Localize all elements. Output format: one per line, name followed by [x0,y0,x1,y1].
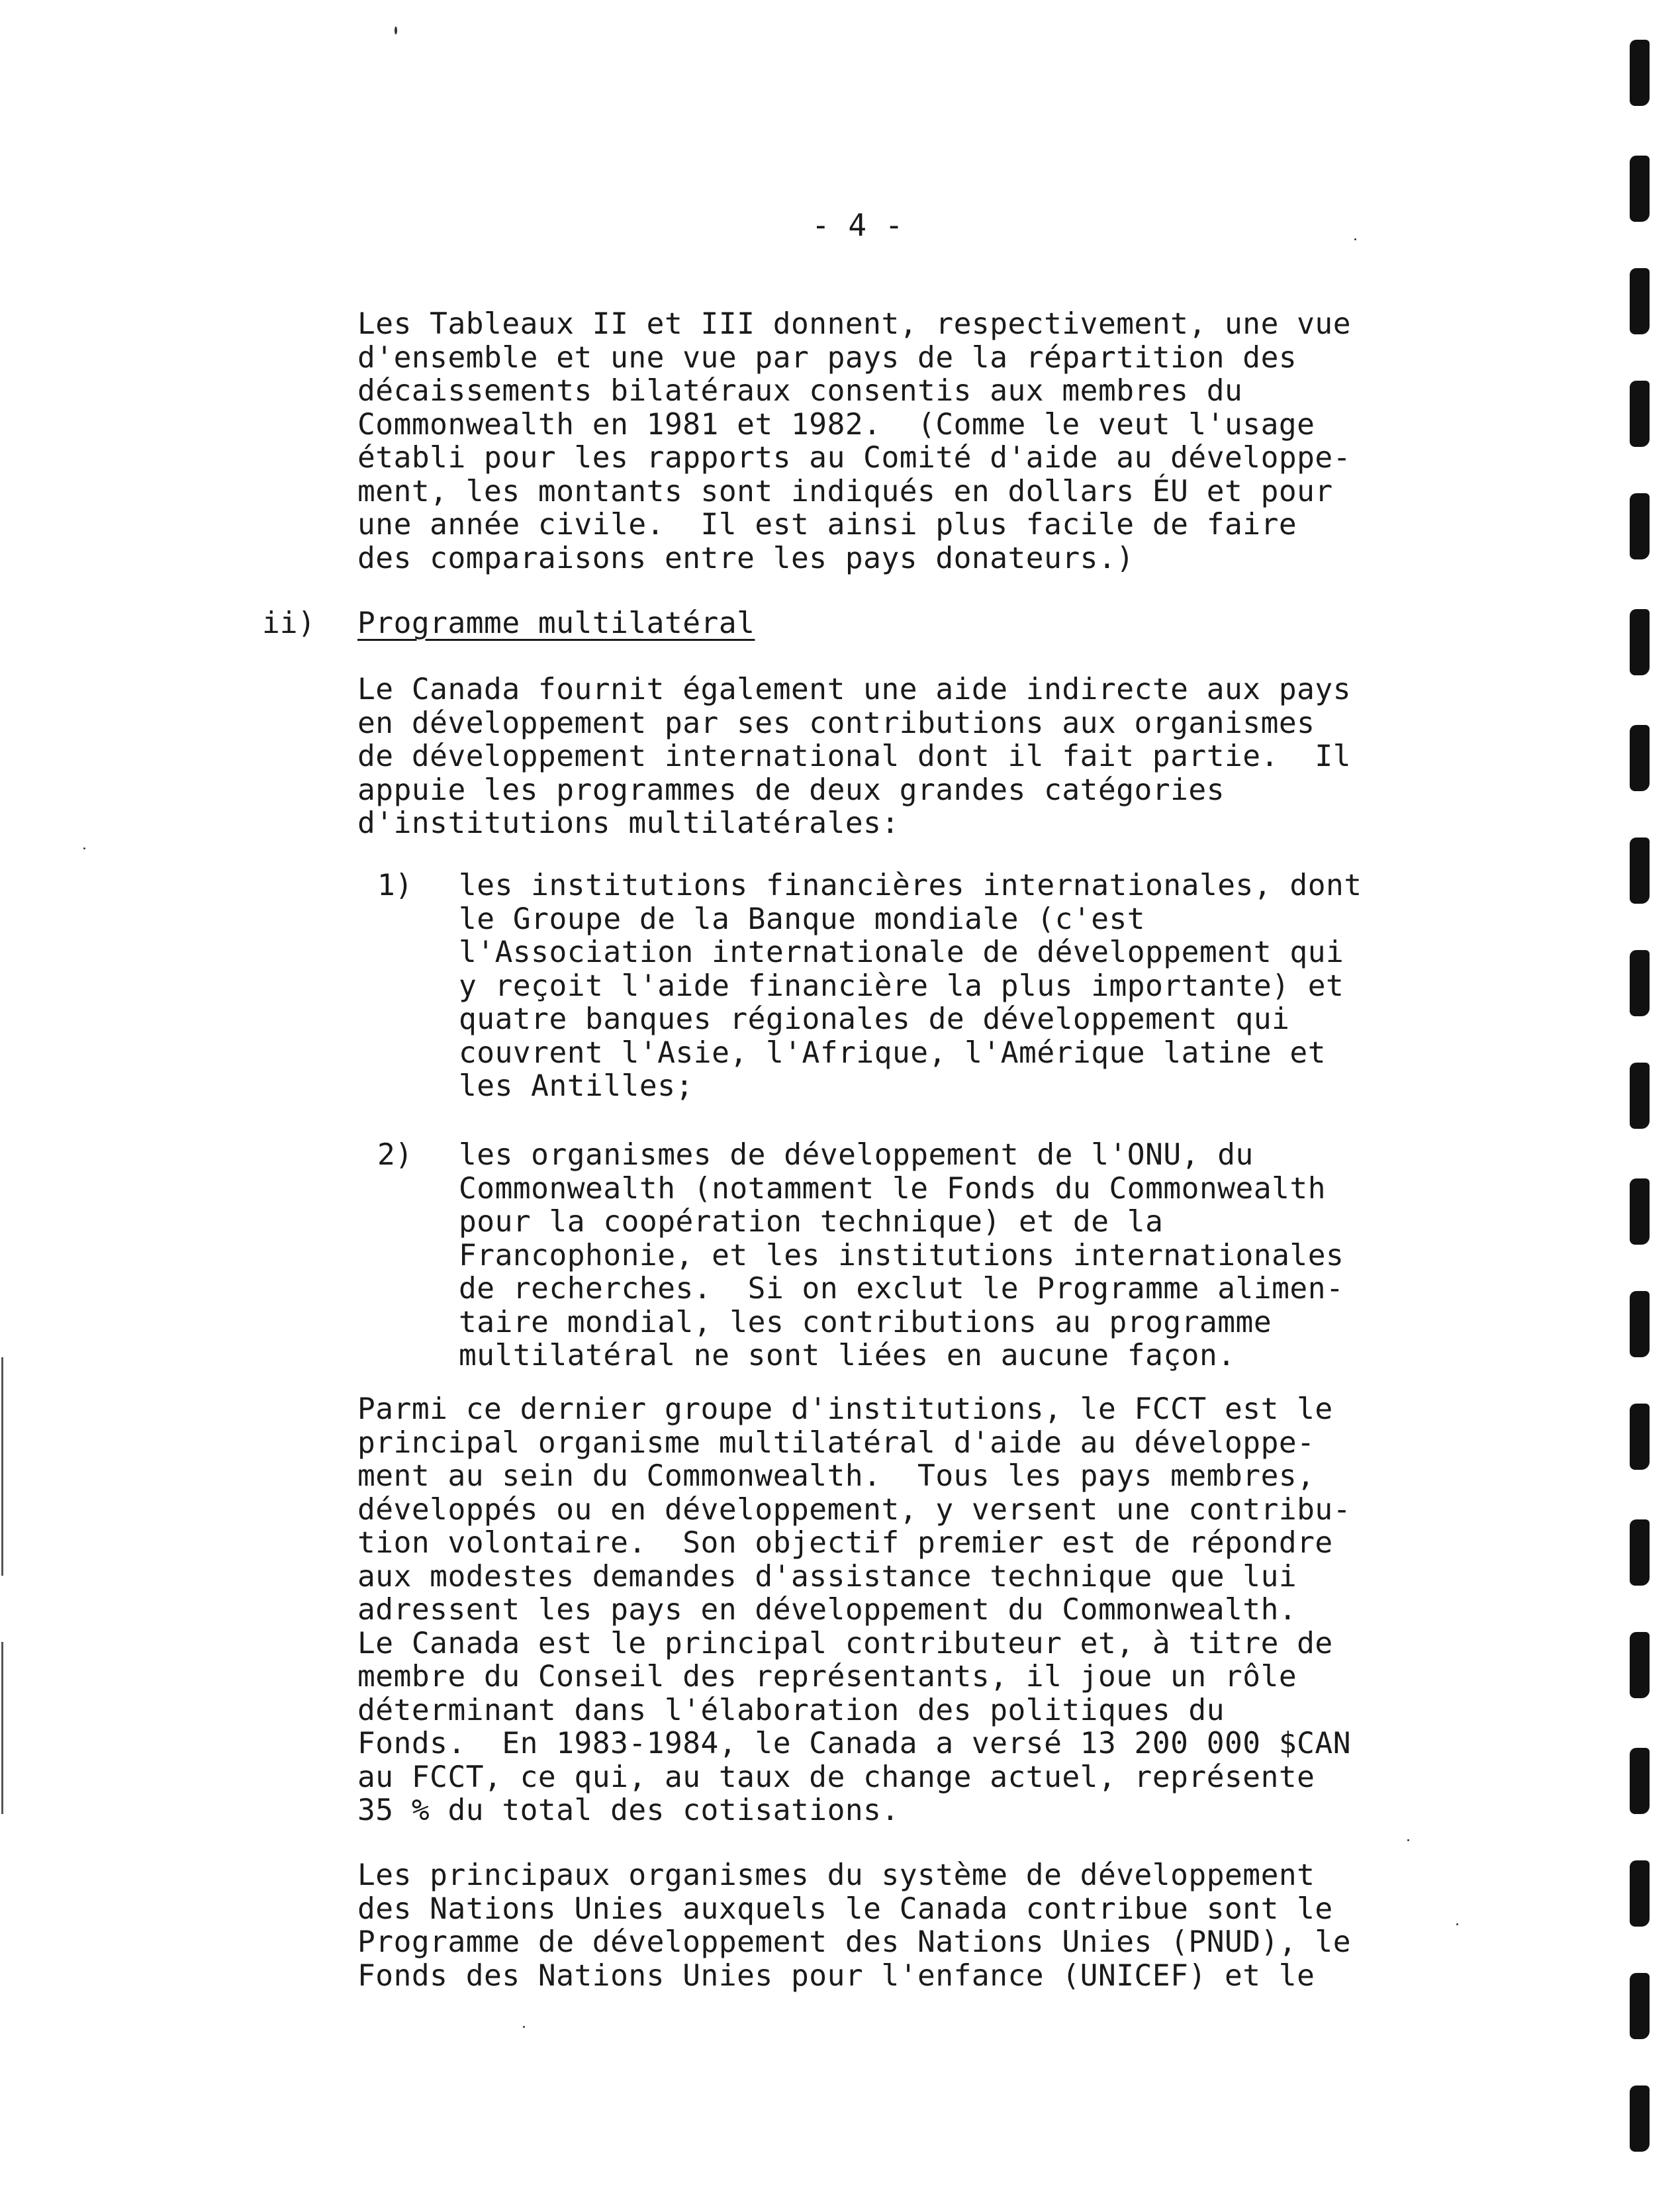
page-number: - 4 - [812,207,904,243]
text-line: en développement par ses contributions aux organismes [357,706,1315,740]
binder-mark [1630,1291,1650,1357]
scan-edge-line [1,1357,3,1576]
text-line: des Nations Unies auxquels le Canada contribue sont le [357,1892,1333,1926]
scan-edge-line [1,1642,3,1814]
text-line: les institutions financières internationales, dont [459,869,1362,902]
scan-speck [83,847,85,849]
scan-speck [523,2026,525,2028]
paragraph-1 [357,308,1351,575]
binder-mark [1630,1063,1650,1129]
text-line: de recherches. Si on exclut le Programme alimen- [459,1272,1344,1306]
text-line: Les Tableaux II et III donnent, respectivement, une vue [357,307,1352,341]
binder-mark [1630,268,1650,334]
text-line: membre du Conseil des représentants, il joue un rôle [357,1660,1297,1694]
text-line: taire mondial, les contributions au programme [459,1305,1272,1339]
binder-mark [1630,950,1650,1016]
text-line: de développement international dont il fait partie. Il [357,740,1352,773]
text-line: déterminant dans l'élaboration des politiques du [357,1693,1225,1727]
text-line: une année civile. Il est ainsi plus facile de faire [357,508,1297,542]
section-number: ii) [262,606,316,640]
binder-mark [1630,381,1650,447]
text-line: le Groupe de la Banque mondiale (c'est [459,902,1146,936]
text-line: des comparaisons entre les pays donateurs.) [357,541,1135,575]
binder-mark [1630,1519,1650,1586]
list-item-number: 2) [377,1138,413,1172]
text-line: Le Canada fournit également une aide indirecte aux pays [357,673,1352,706]
section-title: Programme multilatéral [357,606,755,640]
text-line: d'ensemble et une vue par pays de la répartition des [357,340,1297,375]
text-line: décaissements bilatéraux consentis aux membres du [357,374,1243,408]
text-line: les Antilles; [459,1069,694,1103]
text-line: Fonds des Nations Unies pour l'enfance (UNICEF) et le [357,1958,1315,1993]
text-line: l'Association internationale de développement qui [459,935,1344,969]
text-line: développés ou en développement, y versent une contribu- [357,1492,1352,1527]
text-line: y reçoit l'aide financière la plus importante) et [459,969,1344,1003]
text-line: principal organisme multilatéral d'aide au développe- [357,1425,1315,1460]
list-item-number: 1) [377,869,413,902]
text-line: ment au sein du Commonwealth. Tous les pays membres, [357,1459,1315,1493]
text-line: couvrent l'Asie, l'Afrique, l'Amérique latine et [459,1035,1326,1070]
scan-speck [1456,1923,1458,1925]
binder-mark [1630,1748,1650,1814]
binder-mark [1630,838,1650,904]
binder-mark [1630,1178,1650,1245]
text-line: Parmi ce dernier groupe d'institutions, le FCCT est le [357,1392,1333,1426]
text-line: Commonwealth (notamment le Fonds du Commonwealth [459,1171,1326,1206]
binder-mark [1630,40,1650,106]
text-line: quatre banques régionales de développement qui [459,1002,1290,1036]
text-line: Commonwealth en 1981 et 1982. (Comme le veut l'usage [357,407,1315,442]
text-line: 35 % du total des cotisations. [357,1794,900,1827]
text-line: au FCCT, ce qui, au taux de change actuel, représente [357,1760,1315,1794]
text-line: les organismes de développement de l'ONU, du [459,1138,1254,1172]
scan-speck [1354,238,1356,240]
text-line: Les principaux organismes du système de développement [357,1858,1315,1892]
text-line: adressent les pays en développement du Commonwealth. [357,1593,1297,1627]
list-item [459,1139,1344,1373]
text-line: ment, les montants sont indiqués en dollars ÉU et pour [357,474,1333,508]
paragraph-4 [357,1859,1351,1993]
text-line: Francophonie, et les institutions internationales [459,1238,1344,1272]
scan-speck [1407,1839,1409,1841]
list-item [459,869,1362,1104]
text-line: tion volontaire. Son objectif premier est de répondre [357,1526,1333,1560]
binder-mark [1630,1860,1650,1927]
text-line: Fonds. En 1983-1984, le Canada a versé 13 200 000 $CAN [357,1727,1352,1760]
text-line: établi pour les rapports au Comité d'aide au développe- [357,441,1352,475]
paragraph-3 [357,1393,1351,1828]
text-line: Programme de développement des Nations Unies (PNUD), le [357,1925,1352,1959]
binder-mark [1630,1632,1650,1698]
binder-mark [1630,1404,1650,1470]
text-line: multilatéral ne sont liées en aucune façon. [459,1339,1236,1372]
binder-mark [1630,156,1650,222]
binder-mark [1630,725,1650,791]
scan-speck [395,26,397,34]
text-line: pour la coopération technique) et de la [459,1205,1164,1239]
text-line: appuie les programmes de deux grandes catégories [357,773,1225,807]
paragraph-2 [357,673,1351,841]
binder-mark [1630,2085,1650,2152]
text-line: d'institutions multilatérales: [357,806,900,840]
binder-mark [1630,1973,1650,2039]
text-line: Le Canada est le principal contributeur et, à titre de [357,1626,1333,1660]
binder-mark [1630,609,1650,675]
binder-mark [1630,493,1650,559]
text-line: aux modestes demandes d'assistance technique que lui [357,1559,1297,1594]
